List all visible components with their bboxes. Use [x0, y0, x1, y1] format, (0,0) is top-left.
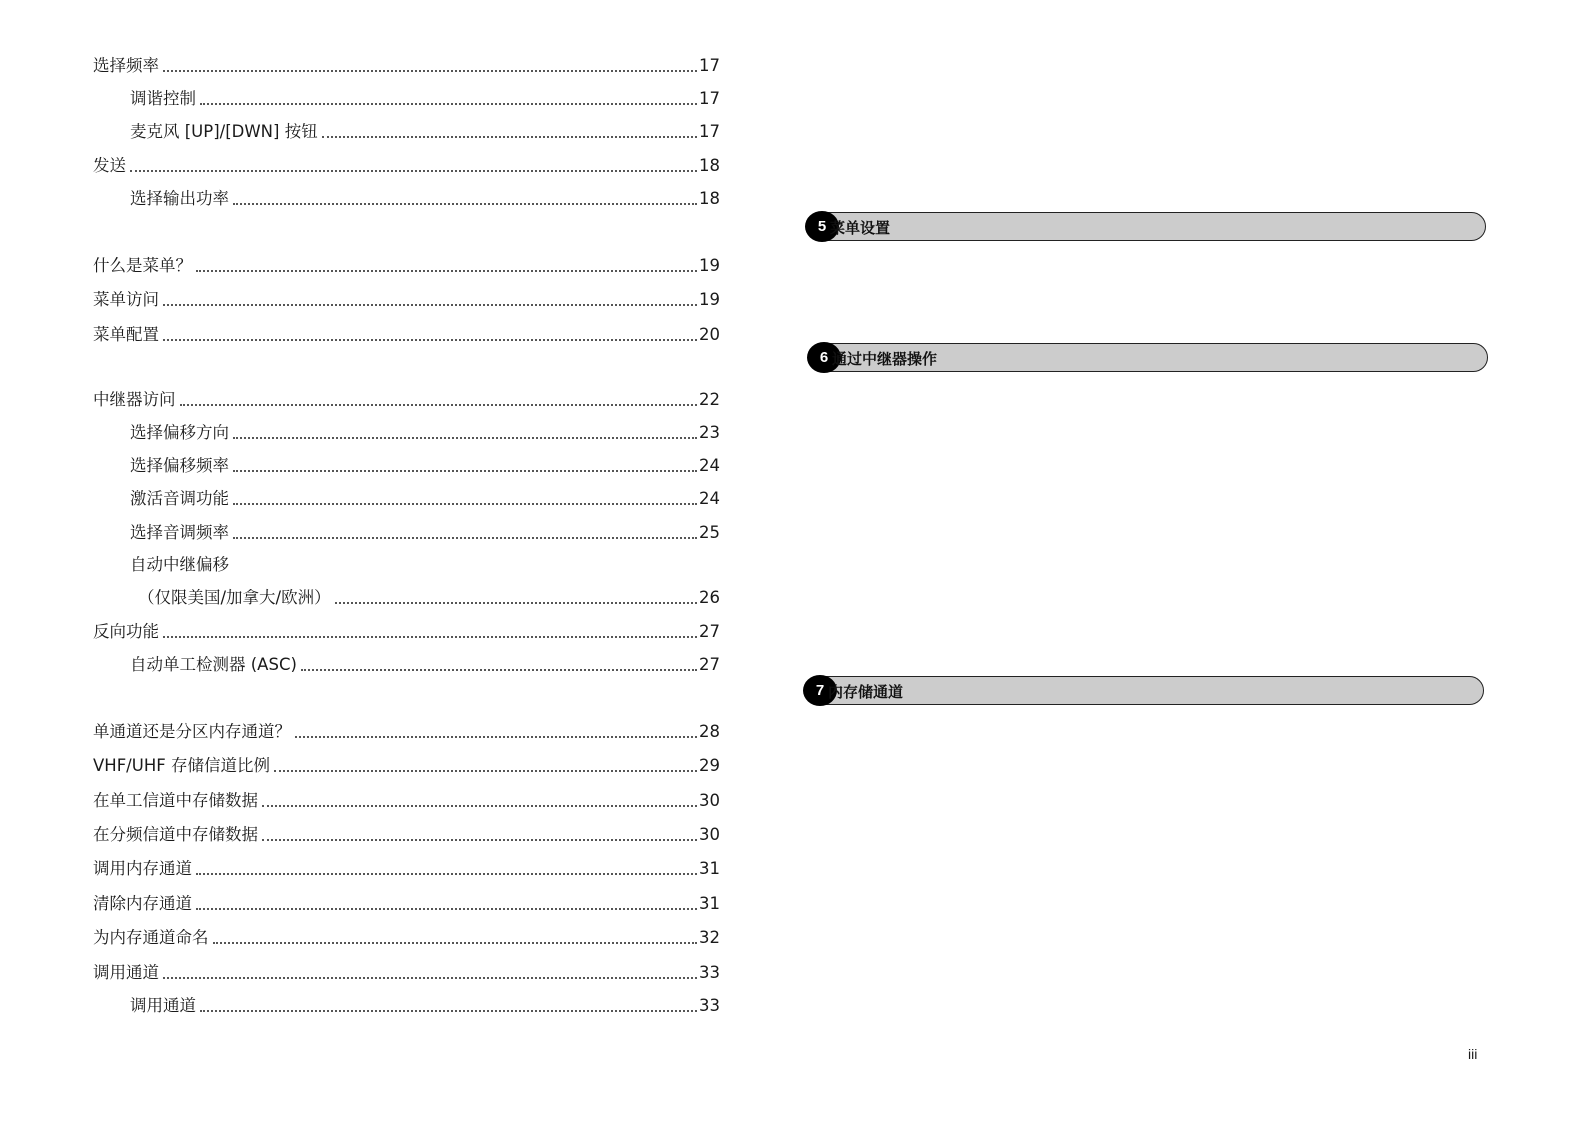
toc-entry-title: 发送: [93, 156, 126, 175]
toc-entry-page: 28: [699, 722, 720, 741]
toc-entry-page: 33: [699, 963, 720, 982]
toc-entry-page: 17: [699, 122, 720, 141]
toc-entry[interactable]: [93, 580, 720, 608]
toc-entry-title: 调用通道: [130, 996, 196, 1015]
chapter-number-badge: 6: [807, 342, 841, 373]
dot-leader: [163, 304, 697, 306]
dot-leader: [233, 503, 697, 505]
toc-entry-title: 选择偏移方向: [130, 423, 229, 442]
toc-entry-title: （仅限美国/加拿大/欧洲）: [138, 588, 331, 607]
dot-leader: [274, 770, 697, 772]
toc-entry[interactable]: [93, 748, 720, 776]
toc-entry-title: 自动单工检测器 (ASC): [130, 655, 297, 674]
chapter-number-badge: 7: [803, 675, 837, 706]
toc-entry[interactable]: [93, 181, 720, 209]
toc-entry[interactable]: [93, 714, 720, 742]
toc-entry[interactable]: [93, 920, 720, 948]
dot-leader: [301, 669, 697, 671]
toc-entry-page: 27: [699, 622, 720, 641]
toc-entry-title: VHF/UHF 存储信道比例: [93, 756, 270, 775]
toc-entry[interactable]: [93, 81, 720, 109]
toc-entry[interactable]: [93, 448, 720, 476]
toc-entry-page: 20: [699, 325, 720, 344]
toc-entry-page: 17: [699, 89, 720, 108]
toc-entry-page: 19: [699, 290, 720, 309]
chapter-title: 菜单设置: [830, 219, 891, 237]
toc-entry-page: 25: [699, 523, 720, 542]
dot-leader: [196, 908, 697, 910]
toc-entry-page: 18: [699, 189, 720, 208]
dot-leader: [262, 805, 697, 807]
dot-leader: [322, 136, 697, 138]
toc-entry-title: 单通道还是分区内存通道？: [93, 722, 291, 741]
toc-entry-page: 31: [699, 859, 720, 878]
toc-entry[interactable]: [93, 988, 720, 1016]
toc-entry-title: 选择偏移频率: [130, 456, 229, 475]
chapter-heading-6[interactable]: [809, 343, 1488, 372]
toc-entry-title: 麦克风 [UP]/[DWN] 按钮: [130, 122, 318, 141]
dot-leader: [233, 470, 697, 472]
chapter-title: 通过中继器操作: [832, 350, 938, 368]
dot-leader: [233, 537, 697, 539]
dot-leader: [163, 70, 697, 72]
dot-leader: [200, 1010, 697, 1012]
toc-entry[interactable]: [93, 317, 720, 345]
toc-entry[interactable]: [93, 886, 720, 914]
toc-entry-title: 自动中继偏移: [130, 555, 229, 574]
dot-leader: [196, 270, 697, 272]
toc-entry[interactable]: [93, 955, 720, 983]
toc-entry-title: 菜单访问: [93, 290, 159, 309]
toc-entry-title: 选择频率: [93, 56, 159, 75]
toc-entry[interactable]: [93, 48, 720, 76]
chapter-number-badge: 5: [805, 211, 839, 242]
toc-entry-page: 19: [699, 256, 720, 275]
toc-entry-title: 在单工信道中存储数据: [93, 791, 258, 810]
toc-entry-title: 反向功能: [93, 622, 159, 641]
chapter-title: 内存储通道: [828, 683, 904, 701]
dot-leader: [295, 736, 697, 738]
toc-entry[interactable]: [93, 148, 720, 176]
chapter-heading-5[interactable]: [807, 212, 1486, 241]
toc-entry[interactable]: [93, 282, 720, 310]
toc-entry-title: 调用通道: [93, 963, 159, 982]
toc-entry-title: 选择音调频率: [130, 523, 229, 542]
toc-entry[interactable]: [93, 647, 720, 675]
dot-leader: [262, 839, 697, 841]
toc-entry-page: 24: [699, 489, 720, 508]
toc-entry[interactable]: [93, 382, 720, 410]
toc-entry[interactable]: [93, 515, 720, 543]
dot-leader: [213, 942, 698, 944]
toc-entry-title: 选择输出功率: [130, 189, 229, 208]
dot-leader: [163, 977, 697, 979]
toc-entry-title: 激活音调功能: [130, 489, 229, 508]
toc-entry-title: 调谐控制: [130, 89, 196, 108]
toc-entry-page: 31: [699, 894, 720, 913]
toc-entry[interactable]: [93, 481, 720, 509]
toc-entry-title: 调用内存通道: [93, 859, 192, 878]
toc-entry[interactable]: [93, 114, 720, 142]
dot-leader: [130, 170, 697, 172]
toc-entry-page: 30: [699, 791, 720, 810]
dot-leader: [335, 602, 697, 604]
toc-entry-title: 清除内存通道: [93, 894, 192, 913]
toc-entry-title: 为内存通道命名: [93, 928, 209, 947]
dot-leader: [163, 339, 697, 341]
toc-entry[interactable]: [93, 547, 720, 575]
dot-leader: [196, 873, 697, 875]
dot-leader: [200, 103, 697, 105]
toc-entry[interactable]: [93, 415, 720, 443]
toc-entry-page: 22: [699, 390, 720, 409]
toc-entry-page: 18: [699, 156, 720, 175]
page-number: iii: [1468, 1046, 1478, 1062]
chapter-heading-7[interactable]: [805, 676, 1484, 705]
toc-entry-title: 什么是菜单？: [93, 256, 192, 275]
toc-entry-page: 24: [699, 456, 720, 475]
toc-entry[interactable]: [93, 614, 720, 642]
toc-entry[interactable]: [93, 248, 720, 276]
toc-entry-page: 29: [699, 756, 720, 775]
toc-entry-page: 26: [699, 588, 720, 607]
dot-leader: [180, 404, 698, 406]
toc-entry-page: 30: [699, 825, 720, 844]
toc-entry-page: 27: [699, 655, 720, 674]
toc-entry-page: 33: [699, 996, 720, 1015]
toc-entry-page: 17: [699, 56, 720, 75]
dot-leader: [233, 203, 697, 205]
toc-entry[interactable]: [93, 783, 720, 811]
dot-leader: [163, 636, 697, 638]
toc-entry[interactable]: [93, 851, 720, 879]
dot-leader: [233, 437, 697, 439]
toc-entry-title: 中继器访问: [93, 390, 176, 409]
toc-entry-title: 菜单配置: [93, 325, 159, 344]
toc-entry-page: 23: [699, 423, 720, 442]
toc-entry-page: 32: [699, 928, 720, 947]
toc-entry-title: 在分频信道中存储数据: [93, 825, 258, 844]
toc-entry[interactable]: [93, 817, 720, 845]
